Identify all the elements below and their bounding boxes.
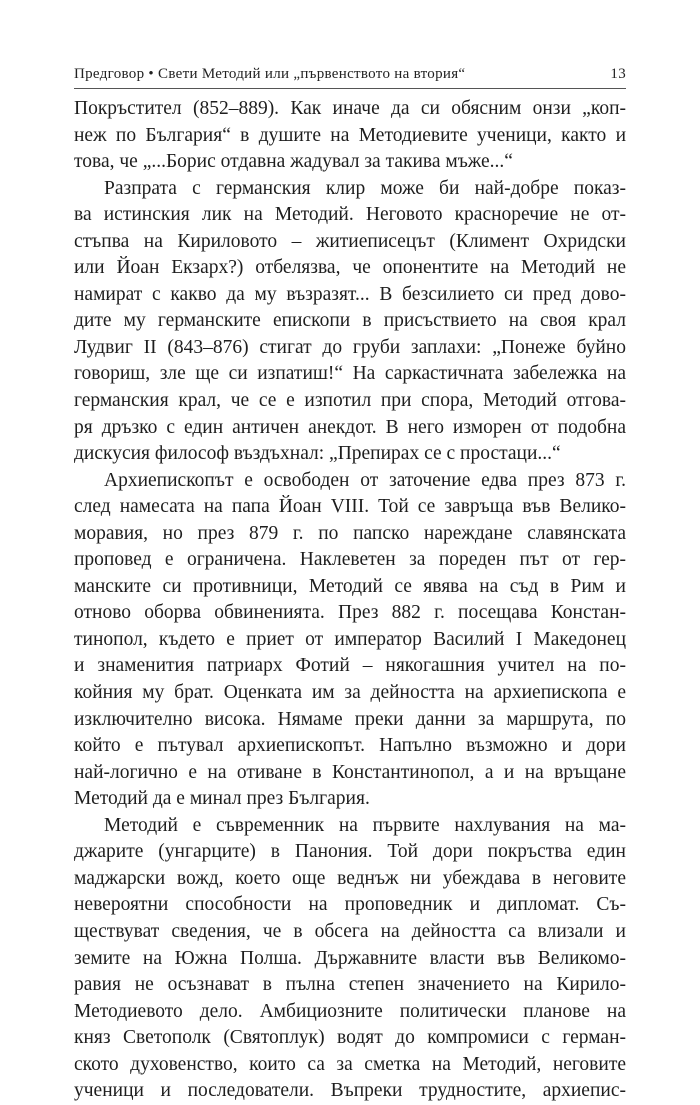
text-line: изключително висока. Нямаме преки данни за маршрута, по xyxy=(74,708,626,730)
running-title: Предговор • Свети Методий или „първенството на втория“ xyxy=(74,66,466,82)
text-line: койния му брат. Оценката им за дейността на архиепископа е xyxy=(74,682,626,704)
text-line: Методий е съвременник на първите нахлувания на ма- xyxy=(104,814,626,836)
text-line: джарите (унгарците) в Панония. Той дори покръства един xyxy=(74,841,626,863)
text-line: Разпрата с германския клир може би най-добре показ- xyxy=(104,177,626,199)
paragraph-2 xyxy=(74,176,626,468)
text-line: ществуват сведения, че в обсега на дейността са влизали и xyxy=(74,920,626,942)
paragraph-4 xyxy=(74,813,626,1105)
text-line: ря дръзко с един античен анекдот. В него изморен от подобна xyxy=(74,416,626,438)
text-line: неж по България“ в душите на Методиевите ученици, както и xyxy=(74,124,626,146)
text-line: тинопол, където е приет от император Василий I Македонец xyxy=(74,628,626,650)
text-line: манските си противници, Методий се явява на съд в Рим и xyxy=(74,575,626,597)
text-line: ското духовенство, които са за сметка на Методий, неговите xyxy=(74,1053,626,1075)
text-line: Методиевото дело. Амбициозните политически планове на xyxy=(74,1000,626,1022)
text-line: маджарски вожд, което още веднъж ни убеждава в неговите xyxy=(74,867,626,889)
text-line: Лудвиг II (843–876) стигат до груби заплахи: „Понеже буйно xyxy=(74,336,626,358)
text-line: дискусия философ въздъхнал: „Препирах се с простаци...“ xyxy=(74,443,561,465)
text-line: Покръстител (852–889). Как иначе да си обясним онзи „коп- xyxy=(74,98,626,119)
text-line: моравия, но през 879 г. по папско нареждане славянската xyxy=(74,522,626,544)
text-line: равия не осъзнават в пълна степен значението на Кирило- xyxy=(74,974,626,996)
text-line: княз Светополк (Святоплук) водят до компромиси с герман- xyxy=(74,1027,626,1049)
paragraph-1 xyxy=(74,96,626,176)
text-line: Архиепископът е освободен от заточение едва през 873 г. xyxy=(104,469,626,491)
text-line: невероятни способности на проповедник и дипломат. Съ- xyxy=(74,894,626,916)
running-header xyxy=(74,60,626,89)
text-line: това, че „...Борис отдавна жадувал за такива мъже...“ xyxy=(74,151,513,173)
page-number: 13 xyxy=(610,66,626,82)
text-line: ученици и последователи. Въпреки трудностите, архиепис- xyxy=(74,1080,626,1102)
text-line: говориш, зле ще си изпатиш!“ На саркастичната забележка на xyxy=(74,363,626,385)
text-line: след намесата на папа Йоан VIII. Той се завръща във Велико- xyxy=(74,496,626,518)
text-line: или Йоан Екзарх?) отбелязва, че опонентите на Методий не xyxy=(74,257,626,279)
text-line: дите му германските епископи в присъствието на своя крал xyxy=(74,310,626,332)
text-line: ва истинския лик на Методий. Неговото красноречие не от- xyxy=(74,204,626,226)
text-line: и знаменития патриарх Фотий – някогашния учител на по- xyxy=(74,655,626,677)
text-line: проповед е ограничена. Наклеветен за пореден път от гер- xyxy=(74,549,626,571)
text-line: който е пътувал архиепископът. Напълно възможно и дори xyxy=(74,735,626,757)
text-line: стъпва на Кириловото – житиеписецът (Климент Охридски xyxy=(74,230,626,252)
paragraph-3 xyxy=(74,468,626,813)
text-line: най-логично е на отиване в Константинопол, а и на връщане xyxy=(74,761,626,783)
text-line: германския крал, че се е изпотил при спора, Методий отгова- xyxy=(74,390,626,412)
text-line: Методий да е минал през България. xyxy=(74,788,370,810)
text-line: намират с какво да му възразят... В безсилието си пред дово- xyxy=(74,283,626,305)
text-line: отново оборва обвиненията. През 882 г. посещава Констан- xyxy=(74,602,626,624)
body-text xyxy=(74,96,626,1105)
text-line: земите на Южна Полша. Държавните власти във Великомо- xyxy=(74,947,626,969)
